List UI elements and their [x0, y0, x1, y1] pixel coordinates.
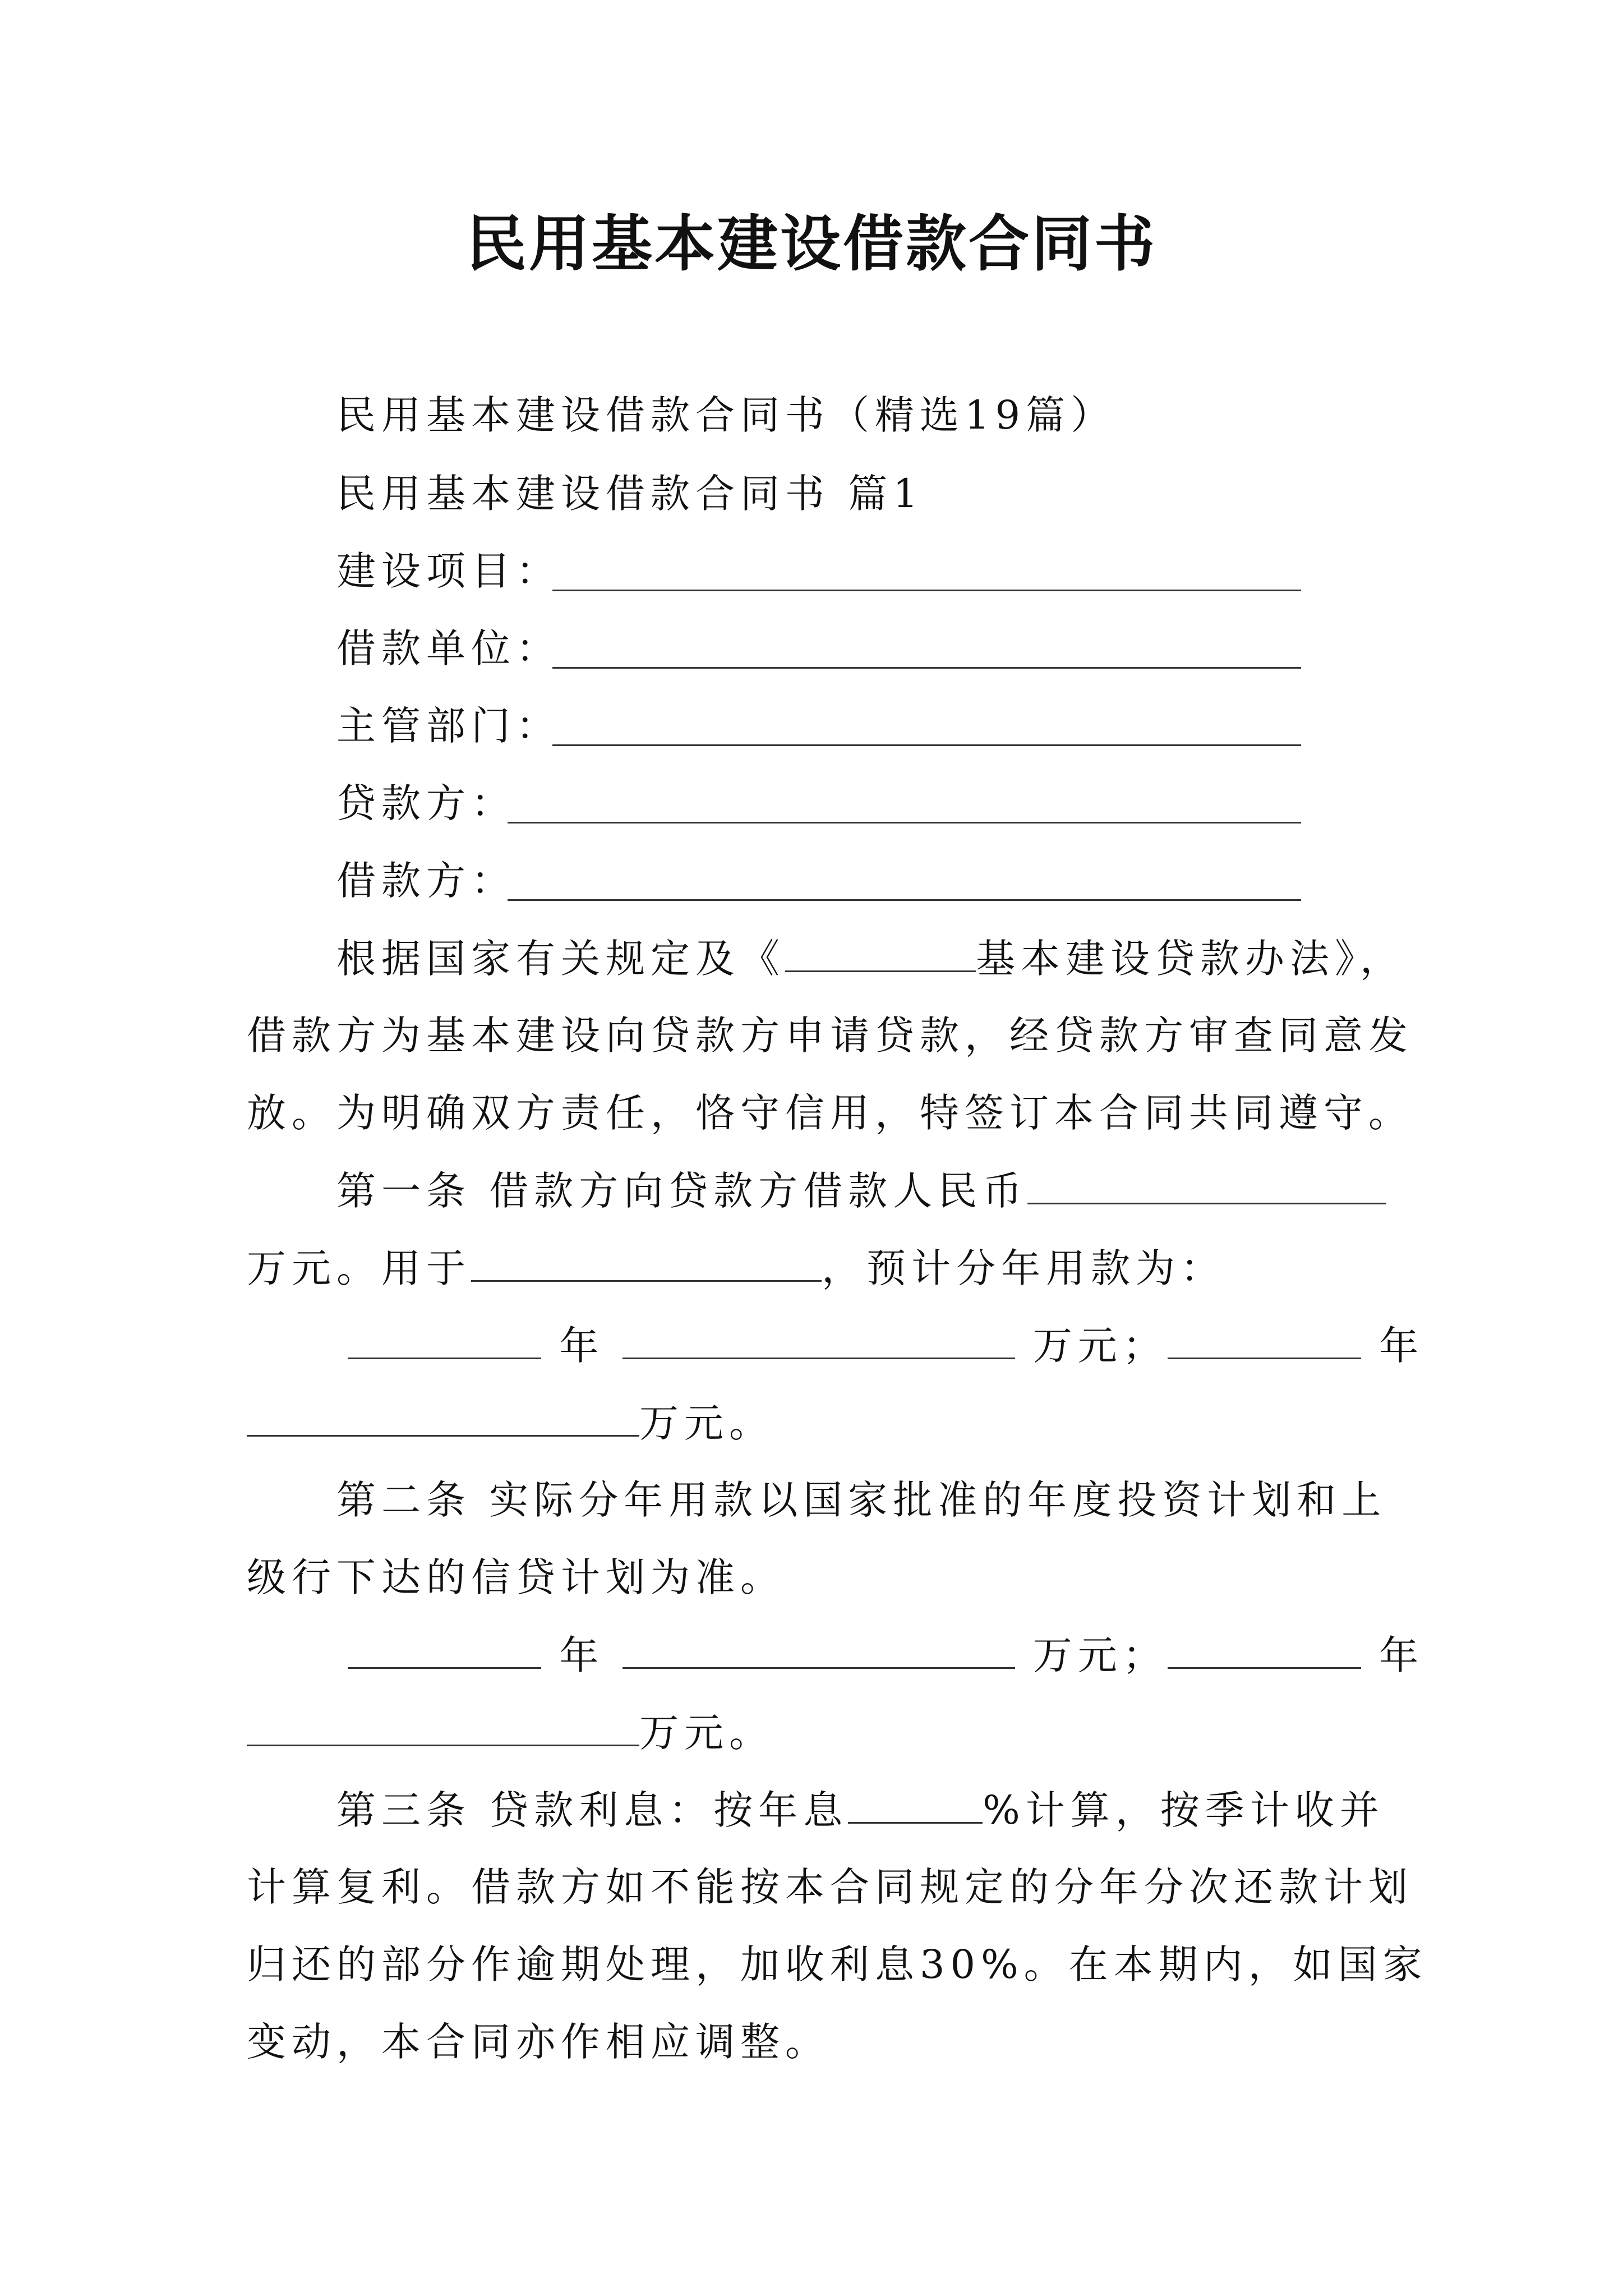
article-3-line-2: 计算复利。借款方如不能按本合同规定的分年分次还款计划: [247, 1864, 1413, 1910]
field-label: 借款单位：: [336, 625, 561, 671]
field-construction-project: [336, 543, 1301, 599]
amount-blank[interactable]: [247, 1395, 639, 1437]
article-3-line-1: 第三条 贷款利息：按年息 %计算，按季计收并: [336, 1782, 1385, 1838]
field-label: 借款方：: [336, 858, 516, 904]
schedule-row-1: 年 万元； 年: [348, 1317, 1424, 1374]
year-blank[interactable]: [1168, 1317, 1361, 1359]
amount-blank[interactable]: [623, 1627, 1015, 1669]
year-blank[interactable]: [348, 1627, 541, 1669]
field-lender: [336, 775, 1301, 831]
article-2-line-1: 第二条 实际分年用款以国家批准的年度投资计划和上: [336, 1477, 1387, 1523]
year-blank[interactable]: [1168, 1627, 1361, 1669]
field-competent-department: [336, 698, 1301, 754]
construction-project-blank[interactable]: [552, 549, 1301, 591]
loan-amount-blank[interactable]: [1027, 1162, 1386, 1204]
preamble-line-2: 借款方为基本建设向贷款方申请贷款，经贷款方审查同意发: [247, 1013, 1413, 1059]
interest-rate-blank[interactable]: [848, 1782, 983, 1824]
amount-blank[interactable]: [247, 1704, 639, 1746]
field-label: 主管部门：: [336, 703, 561, 749]
schedule-row-1-end: 万元。: [247, 1395, 774, 1451]
article-1-line-1: 第一条 借款方向贷款方借款人民币: [336, 1162, 1386, 1219]
document-title: 民用基本建设借款合同书: [465, 209, 1157, 279]
loan-purpose-blank[interactable]: [471, 1240, 822, 1282]
year-blank[interactable]: [348, 1317, 541, 1359]
amount-blank[interactable]: [623, 1317, 1015, 1359]
article-1-line-2: 万元。用于 ，预计分年用款为：: [247, 1240, 1225, 1296]
field-borrower: [336, 853, 1301, 909]
schedule-row-2-end: 万元。: [247, 1704, 774, 1761]
borrower-blank[interactable]: [508, 859, 1301, 901]
article-2-line-2: 级行下达的信贷计划为准。: [247, 1554, 785, 1600]
section-heading: 民用基本建设借款合同书 篇1: [336, 471, 924, 517]
article-3-line-4: 变动，本合同亦作相应调整。: [247, 2019, 830, 2065]
lender-blank[interactable]: [508, 781, 1301, 823]
preamble-line-3: 放。为明确双方责任，恪守信用，特签订本合同共同遵守。: [247, 1090, 1413, 1136]
field-label: 建设项目：: [336, 548, 561, 594]
regulation-name-blank[interactable]: [785, 930, 976, 972]
preamble-line-1: 根据国家有关规定及《 基本建设贷款办法》，: [336, 930, 1405, 987]
article-3-line-3: 归还的部分作逾期处理，加收利息30%。在本期内，如国家: [247, 1941, 1428, 1987]
borrowing-unit-blank[interactable]: [552, 627, 1301, 669]
subtitle: 民用基本建设借款合同书（精选19篇）: [336, 392, 1116, 438]
field-label: 贷款方：: [336, 780, 516, 826]
schedule-row-2: 年 万元； 年: [348, 1627, 1424, 1683]
field-borrowing-unit: [336, 620, 1301, 677]
competent-department-blank[interactable]: [552, 704, 1301, 746]
